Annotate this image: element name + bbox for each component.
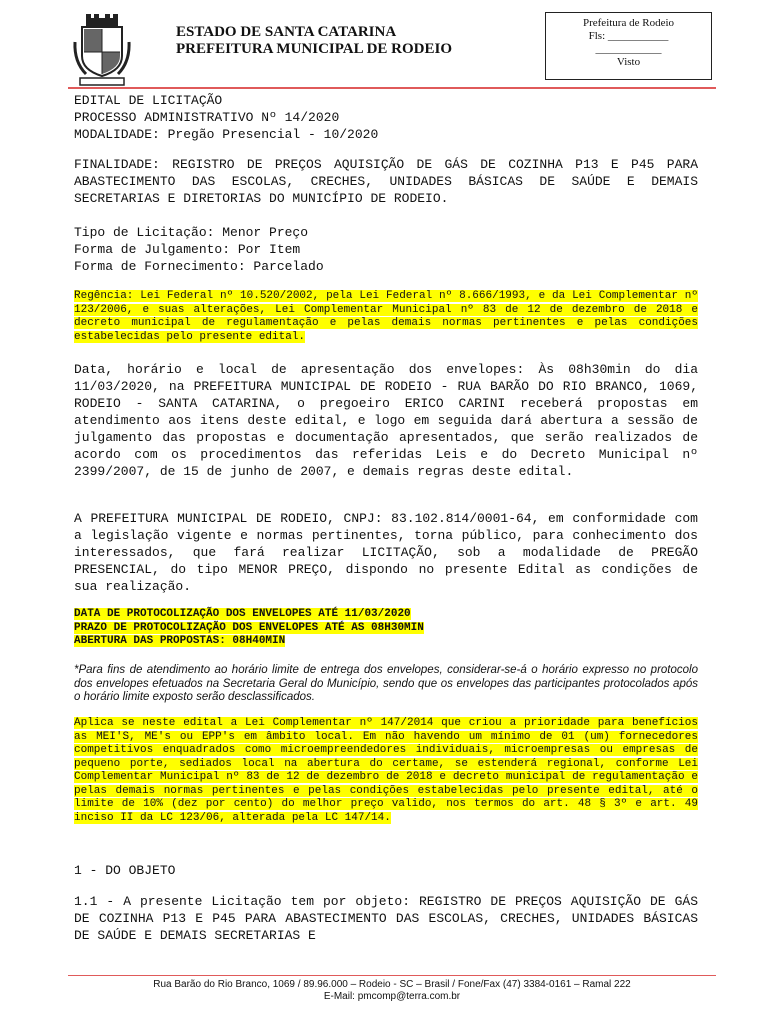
municipal-crest-logo xyxy=(72,12,132,90)
section-1-1-text: 1.1 - A presente Licitação tem por objeto: REGISTRO DE PREÇOS AQUISIÇÃO DE GÁS DE COZINHA P13 E P45 PARA ABASTECIMENTO DAS ESCOLAS, CRECHES, UNIDADES BÁSICAS DE SAÚDE E DEMAIS SECRETARIAS E xyxy=(74,894,698,943)
section-1-heading xyxy=(74,862,698,879)
data-local-paragraph xyxy=(74,361,698,480)
datas-line-1: DATA DE PROTOCOLIZAÇÃO DOS ENVELOPES ATÉ 11/03/2020 xyxy=(74,608,411,620)
aplica-paragraph xyxy=(74,717,698,825)
edital-intro xyxy=(74,92,698,143)
prefeitura-text: A PREFEITURA MUNICIPAL DE RODEIO, CNPJ: 83.102.814/0001-64, em conformidade com a legislação vigente e normas pertinentes, torna público, para conhecimento dos interessados, que fará realizar LICITAÇÃO, sob a modalidade de PREGÃO PRESENCIAL, do tipo MENOR PREÇO, dispondo no presente Edital as condições de sua realização. xyxy=(74,511,698,594)
header-prefeitura: PREFEITURA MUNICIPAL DE RODEIO xyxy=(176,41,452,57)
intro-line-1: EDITAL DE LICITAÇÃO xyxy=(74,93,223,108)
prefeitura-paragraph xyxy=(74,510,698,595)
stamp-fls: Fls: ___________ xyxy=(588,30,669,42)
regencia-paragraph xyxy=(74,290,698,344)
header-state: ESTADO DE SANTA CATARINA xyxy=(176,24,397,40)
nota-paragraph xyxy=(74,664,698,705)
data-local-text: Data, horário e local de apresentação dos envelopes: Às 08h30min do dia 11/03/2020, na PREFEITURA MUNICIPAL DE RODEIO - RUA BARÃO DO RIO BRANCO, 1069, RODEIO - SANTA CATARINA, o pregoeiro ERICO CARINI receberá propostas em atendimento aos itens deste edital, e logo em seguida dará abertura a sessão de julgamento das propostas e documentação apresentados, que serão realizados de acordo com os procedimentos das referidas Leis e do Decreto Municipal nº 2399/2007, de 15 de junho de 2007, e demais regras deste edital. xyxy=(74,362,698,479)
intro-line-3: MODALIDADE: Pregão Presencial - 10/2020 xyxy=(74,127,379,142)
tipo-block xyxy=(74,224,698,275)
datas-line-2: PRAZO DE PROTOCOLIZAÇÃO DOS ENVELOPES ATÉ AS 08H30MIN xyxy=(74,621,424,634)
footer-divider xyxy=(68,975,716,976)
tipo-line-2: Forma de Julgamento: Por Item xyxy=(74,242,301,257)
page-footer xyxy=(68,979,716,1003)
header-title xyxy=(176,24,452,58)
stamp-line: ____________ xyxy=(595,43,662,55)
stamp-visto: Visto xyxy=(616,56,641,68)
aplica-text: Aplica se neste edital a Lei Complementar nº 147/2014 que criou a prioridade para benefícios as MEI'S, ME's ou EPP's em âmbito local. Em não havendo um mínimo de 01 (um) fornecedores competitivos enquadrados como microempreendedores individuais, microempresas ou empresas de pequeno porte, sediados local na abertura do certame, se estenderá regional, conforme Lei Complementar Municipal nº 83 de 12 de dezembro de 2018 e decreto municipal de regulamentação e pelas demais normas pertinentes e pelas condições estabelecidas pelo presente edital, até o limite de 10% (dez por cento) do melhor preço valido, nos termos do art. 48 § 3º e art. 49 inciso II da LC 123/06, alterada pela LC 147/14. xyxy=(74,717,698,824)
nota-text: *Para fins de atendimento ao horário limite de entrega dos envelopes, considerar-se-á o horário expresso no protocolo dos envelopes efetuados na Secretaria Geral do Município, sendo que os envelopes das participantes protocolados após o horário limite exposto serão desclassificados. xyxy=(74,664,698,703)
intro-line-2: PROCESSO ADMINISTRATIVO Nº 14/2020 xyxy=(74,110,340,125)
stamp-title: Prefeitura de Rodeio xyxy=(582,17,675,29)
page-stamp-box xyxy=(545,12,712,80)
section-1-1-paragraph xyxy=(74,893,698,944)
datas-line-3: ABERTURA DAS PROPOSTAS: 08H40MIN xyxy=(74,635,286,647)
regencia-text: Regência: Lei Federal nº 10.520/2002, pela Lei Federal nº 8.666/1993, e da Lei Complementar nº 123/2006, e suas alterações, Lei Complementar Municipal nº 83 de 12 de dezembro de 2018 e decreto municipal de regulamentação e pelas demais normas pertinentes e pelas condições estabelecidas pelo presente edital. xyxy=(74,290,698,343)
section-1-title: 1 - DO OBJETO xyxy=(74,863,176,878)
footer-address: Rua Barão do Rio Branco, 1069 / 89.96.000 – Rodeio - SC – Brasil / Fone/Fax (47) 3384-0161 – Ramal 222 xyxy=(153,979,631,990)
datas-block xyxy=(74,608,698,649)
header-divider xyxy=(68,87,716,89)
tipo-line-3: Forma de Fornecimento: Parcelado xyxy=(74,259,324,274)
finalidade-text: FINALIDADE: REGISTRO DE PREÇOS AQUISIÇÃO DE GÁS DE COZINHA P13 E P45 PARA ABASTECIMENTO DAS ESCOLAS, CRECHES, UNIDADES BÁSICAS DE SAÚDE E DEMAIS SECRETARIAS E DIRETORIAS DO MUNICÍPIO DE RODEIO. xyxy=(74,157,698,206)
footer-email: E-Mail: pmcomp@terra.com.br xyxy=(323,991,461,1002)
tipo-line-1: Tipo de Licitação: Menor Preço xyxy=(74,225,309,240)
finalidade-paragraph xyxy=(74,156,698,207)
